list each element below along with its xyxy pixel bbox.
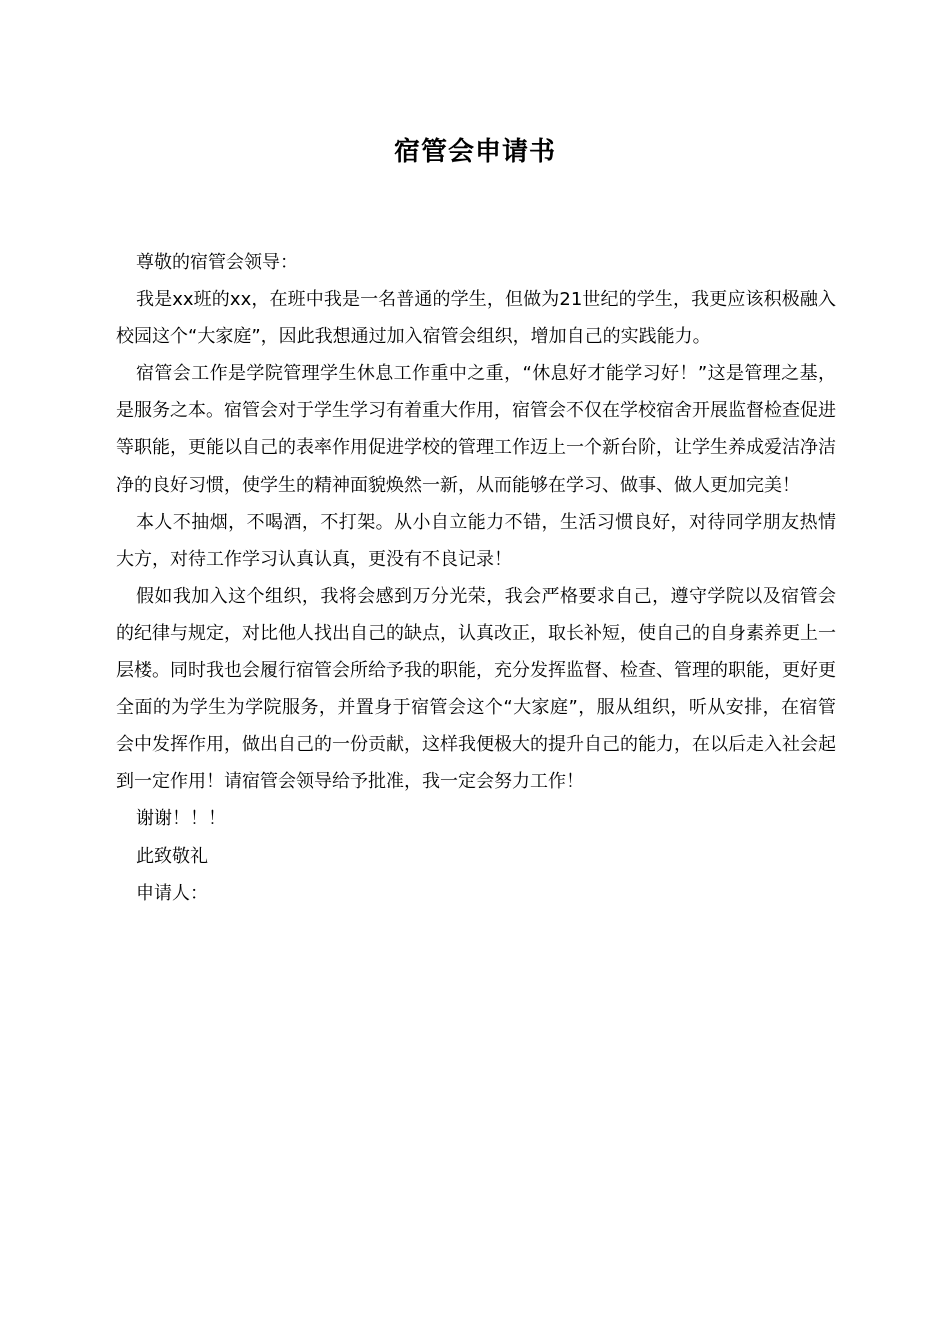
signature-line: 申请人： xyxy=(136,882,208,904)
closing-line: 此致敬礼 xyxy=(136,845,208,867)
document-body xyxy=(116,244,836,912)
paragraph-3: 本人不抽烟，不喝酒，不打架。从小自立能力不错，生活习惯良好，对待同学朋友热情大方，对待工作学习认真认真，更没有不良记录！ xyxy=(116,511,836,570)
paragraph-1: 我是xx班的xx，在班中我是一名普通的学生，但做为21世纪的学生，我更应该积极融入校园这个“大家庭”，因此我想通过加入宿管会组织，增加自己的实践能力。 xyxy=(116,289,836,348)
document-title: 宿管会申请书 xyxy=(393,137,556,167)
paragraph-2: 宿管会工作是学院管理学生休息工作重中之重，“休息好才能学习好！”这是管理之基，是服务之本。宿管会对于学生学习有着重大作用，宿管会不仅在学校宿舍开展监督检查促进等职能，更能以自己的表率作用促进学校的管理工作迈上一个新台阶，让学生养成爱洁净洁净的良好习惯，使学生的精神面貌焕然一新，从而能够在学习、做事、做人更加完美！ xyxy=(116,363,836,496)
salutation: 尊敬的宿管会领导： xyxy=(136,252,298,273)
thanks-line: 谢谢！！！ xyxy=(136,808,226,830)
paragraph-4: 假如我加入这个组织，我将会感到万分光荣，我会严格要求自己，遵守学院以及宿管会的纪律与规定，对比他人找出自己的缺点，认真改正，取长补短，使自己的自身素养更上一层楼。同时我也会履行宿管会所给予我的职能，充分发挥监督、检查、管理的职能，更好更全面的为学生为学院服务，并置身于宿管会这个“大家庭”，服从组织，听从安排，在宿管会中发挥作用，做出自己的一份贡献，这样我便极大的提升自己的能力，在以后走入社会起到一定作用！请宿管会领导给予批准，我一定会努力工作！ xyxy=(116,585,836,793)
